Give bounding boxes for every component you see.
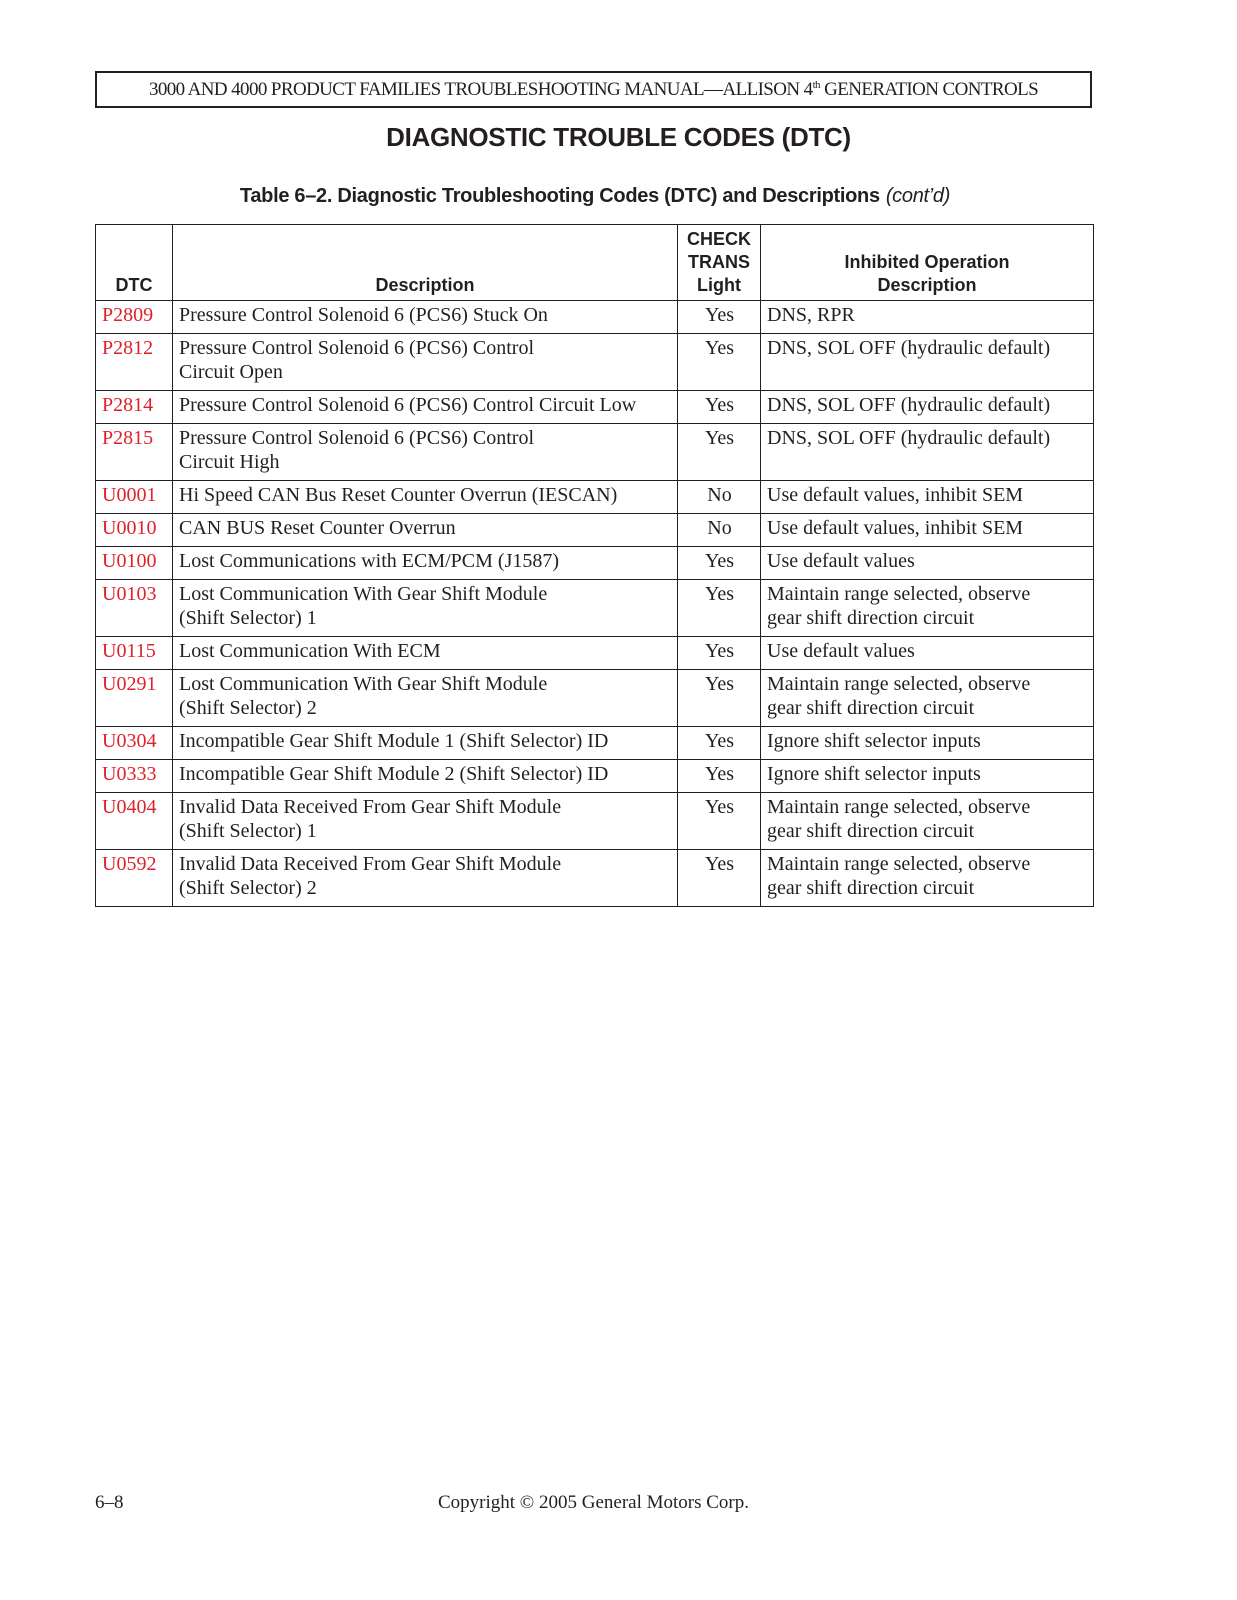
page-number: 6–8 [95,1492,124,1513]
table-caption [0,185,1190,208]
inhibited-operation-cell: Use default values, inhibit SEM [761,514,1094,547]
check-trans-light-cell: Yes [678,301,761,334]
description-cell: Invalid Data Received From Gear Shift Module (Shift Selector) 1 [173,793,678,850]
dtc-code-cell: U0103 [96,580,173,637]
column-header-description: Description [173,225,678,301]
table-row [96,727,1094,760]
running-header [95,71,1092,108]
table-row [96,301,1094,334]
description-cell: Pressure Control Solenoid 6 (PCS6) Control Circuit Open [173,334,678,391]
table-row [96,481,1094,514]
inhibited-operation-cell: Ignore shift selector inputs [761,727,1094,760]
description-cell: Lost Communication With ECM [173,637,678,670]
table-row [96,514,1094,547]
dtc-code-cell: P2809 [96,301,173,334]
description-cell: Lost Communications with ECM/PCM (J1587) [173,547,678,580]
dtc-code-cell: P2814 [96,391,173,424]
check-trans-light-cell: Yes [678,580,761,637]
inhibited-operation-cell: DNS, SOL OFF (hydraulic default) [761,424,1094,481]
check-trans-light-cell: Yes [678,547,761,580]
inhibited-operation-cell: DNS, SOL OFF (hydraulic default) [761,334,1094,391]
table-row [96,424,1094,481]
copyright-notice: Copyright © 2005 General Motors Corp. [437,1492,749,1513]
table-header-row [96,225,1094,301]
table-row [96,670,1094,727]
description-cell: Hi Speed CAN Bus Reset Counter Overrun (IESCAN) [173,481,678,514]
description-cell: Pressure Control Solenoid 6 (PCS6) Control Circuit Low [173,391,678,424]
dtc-code-cell: U0291 [96,670,173,727]
dtc-code-cell: P2812 [96,334,173,391]
description-cell: Incompatible Gear Shift Module 2 (Shift Selector) ID [173,760,678,793]
column-header-check-trans-light: CHECK TRANS Light [678,225,761,301]
dtc-code-cell: U0333 [96,760,173,793]
table-body [96,301,1094,907]
inhibited-operation-cell: Ignore shift selector inputs [761,760,1094,793]
column-header-inhibited-operation: Inhibited Operation Description [761,225,1094,301]
inhibited-operation-cell: DNS, SOL OFF (hydraulic default) [761,391,1094,424]
dtc-code-cell: U0115 [96,637,173,670]
description-cell: Invalid Data Received From Gear Shift Module (Shift Selector) 2 [173,850,678,907]
check-trans-light-cell: No [678,481,761,514]
check-trans-light-cell: Yes [678,850,761,907]
inhibited-operation-cell: DNS, RPR [761,301,1094,334]
inhibited-operation-cell: Maintain range selected, observe gear shift direction circuit [761,670,1094,727]
check-trans-light-cell: Yes [678,424,761,481]
check-trans-light-cell: No [678,514,761,547]
dtc-code-cell: P2815 [96,424,173,481]
check-trans-light-cell: Yes [678,391,761,424]
table-caption-suffix: (cont’d) [885,185,951,207]
description-cell: Lost Communication With Gear Shift Module (Shift Selector) 1 [173,580,678,637]
page-title: DIAGNOSTIC TROUBLE CODES (DTC) [386,122,851,152]
inhibited-operation-cell: Maintain range selected, observe gear shift direction circuit [761,580,1094,637]
inhibited-operation-cell: Use default values, inhibit SEM [761,481,1094,514]
table-caption-main: Table 6–2. Diagnostic Troubleshooting Codes (DTC) and Descriptions [239,185,880,207]
table-row [96,760,1094,793]
dtc-code-cell: U0010 [96,514,173,547]
running-header-text: 3000 AND 4000 PRODUCT FAMILIES TROUBLESHOOTING MANUAL—ALLISON 4th GENERATION CONTROLS [148,78,1039,100]
description-cell: Pressure Control Solenoid 6 (PCS6) Stuck On [173,301,678,334]
table-row [96,793,1094,850]
check-trans-light-cell: Yes [678,793,761,850]
description-cell: Lost Communication With Gear Shift Module (Shift Selector) 2 [173,670,678,727]
check-trans-light-cell: Yes [678,727,761,760]
column-header-dtc: DTC [96,225,173,301]
inhibited-operation-cell: Maintain range selected, observe gear shift direction circuit [761,793,1094,850]
check-trans-light-cell: Yes [678,637,761,670]
dtc-code-cell: U0592 [96,850,173,907]
table-row [96,334,1094,391]
table-row [96,850,1094,907]
description-cell: Incompatible Gear Shift Module 1 (Shift Selector) ID [173,727,678,760]
table-row [96,580,1094,637]
inhibited-operation-cell: Use default values [761,637,1094,670]
check-trans-light-cell: Yes [678,670,761,727]
check-trans-light-cell: Yes [678,760,761,793]
dtc-code-cell: U0404 [96,793,173,850]
description-cell: Pressure Control Solenoid 6 (PCS6) Control Circuit High [173,424,678,481]
table-row [96,391,1094,424]
dtc-code-cell: U0304 [96,727,173,760]
table-row [96,547,1094,580]
dtc-code-cell: U0100 [96,547,173,580]
dtc-code-cell: U0001 [96,481,173,514]
inhibited-operation-cell: Maintain range selected, observe gear shift direction circuit [761,850,1094,907]
dtc-table [95,224,1094,907]
table-row [96,637,1094,670]
description-cell: CAN BUS Reset Counter Overrun [173,514,678,547]
inhibited-operation-cell: Use default values [761,547,1094,580]
check-trans-light-cell: Yes [678,334,761,391]
